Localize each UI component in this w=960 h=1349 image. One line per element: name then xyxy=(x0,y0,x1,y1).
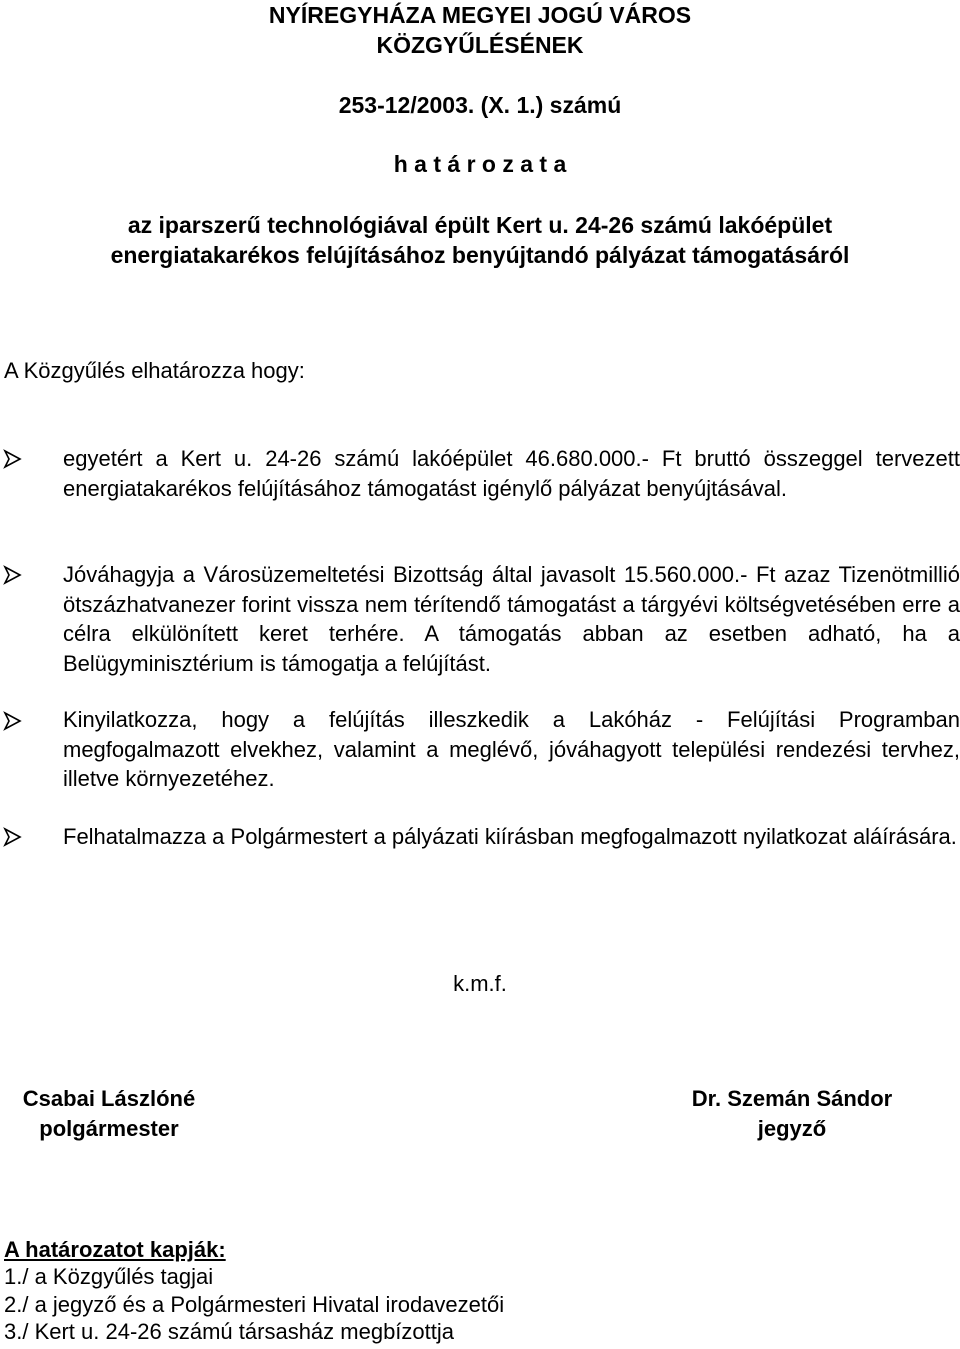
resolution-number: 253-12/2003. (X. 1.) számú xyxy=(338,92,622,118)
mayor-name: Csabai Lászlóné xyxy=(22,1086,196,1111)
kmf-text: k.m.f. xyxy=(453,971,507,996)
mayor-title: polgármester xyxy=(39,1116,179,1141)
intro-text: A Közgyűlés elhatározza hogy: xyxy=(4,358,305,383)
item-text: Kinyilatkozza, hogy a felújítás illeszkedik a Lakóház - Felújítási Programban megfogalmazott elvekhez, valamint a meglévő, jóváhagyott települési rendezési tervhez, illetve környezetéhez. xyxy=(63,707,960,791)
arrowhead-bullet-icon xyxy=(2,827,22,847)
subject-line-1: az iparszerű technológiával épült Kert u. 24-26 számú lakóépület xyxy=(127,212,833,238)
assembly-name: KÖZGYŰLÉSÉNEK xyxy=(376,32,584,58)
signature-left xyxy=(4,1084,214,1144)
recipient-item: 3./ Kert u. 24-26 számú társasház megbízottja xyxy=(4,1319,455,1344)
signature-right xyxy=(662,1084,922,1144)
item-text: Felhatalmazza a Polgármestert a pályázati kiírásban megfogalmazott nyilatkozat aláírására. xyxy=(63,824,957,849)
resolution-title: h a t á r o z a t a xyxy=(393,151,567,177)
subject-line-2: energiatakarékos felújításához benyújtandó pályázat támogatásáról xyxy=(110,242,850,268)
item-text: Jóváhagyja a Városüzemeltetési Bizottság által javasolt 15.560.000.- Ft azaz Tizenötmillió ötszázhatvanezer forint vissza nem térítendő támogatást a tárgyévi költségvetésében erre a célra elkülönített keret terhére. A támogatás abban az esetben adható, ha a Belügyminisztérium is támogatja a felújítást. xyxy=(63,562,960,676)
recipient-item: 1./ a Közgyűlés tagjai xyxy=(4,1264,214,1289)
notary-title: jegyző xyxy=(757,1116,827,1141)
item-text: egyetért a Kert u. 24-26 számú lakóépület 46.680.000.- Ft bruttó összeggel tervezett energiatakarékos felújításához támogatást igénylő pályázat benyújtásával. xyxy=(63,446,960,501)
notary-name: Dr. Szemán Sándor xyxy=(691,1086,893,1111)
arrowhead-bullet-icon xyxy=(2,565,22,585)
arrowhead-bullet-icon xyxy=(2,711,22,731)
recipients-heading: A határozatot kapják: xyxy=(4,1237,226,1262)
arrowhead-bullet-icon xyxy=(2,449,22,469)
city-name: NYÍREGYHÁZA MEGYEI JOGÚ VÁROS xyxy=(268,2,692,28)
recipient-item: 2./ a jegyző és a Polgármesteri Hivatal irodavezetői xyxy=(4,1292,505,1317)
